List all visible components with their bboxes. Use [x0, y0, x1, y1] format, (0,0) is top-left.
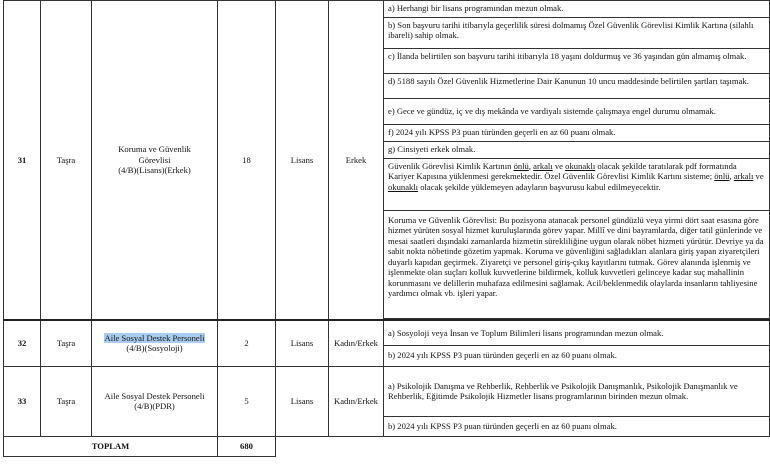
row-quota: 2 — [218, 320, 276, 366]
position-title-line: Aile Sosyal Destek Personeli — [104, 390, 205, 401]
note-underline: arkalı — [733, 171, 754, 182]
row-quota: 18 — [218, 1, 276, 321]
row-place: Taşra — [41, 1, 92, 321]
row-number: 32 — [4, 320, 41, 366]
note-text: ve — [552, 161, 566, 171]
row-number: 33 — [4, 366, 41, 436]
requirement-item: c) İlanda belirtilen son başvuru tarihi itibarıyla 18 yaşını doldurmuş ve 36 yaşından gün almamış olmak. — [384, 49, 770, 74]
note-underline: önlü — [714, 171, 730, 182]
requirement-item: a) Sosyoloji veya İnsan ve Toplum Bilimleri lisans programından mezun olmak. — [384, 320, 770, 345]
row-place: Taşra — [41, 320, 92, 366]
row-gender: Kadın/Erkek — [329, 366, 384, 436]
row-quota: 5 — [218, 366, 276, 436]
total-value: 680 — [218, 436, 276, 456]
requirement-item: f) 2024 yılı KPSS P3 puan türünden geçerli en az 60 puanı olmak. — [384, 125, 770, 142]
row-education: Lisans — [276, 366, 329, 436]
note-text: , — [528, 161, 534, 171]
position-title-line: (4/B)(Lisans)(Erkek) — [118, 165, 191, 176]
row-position-title — [92, 1, 218, 321]
position-title-line: (4/B)(PDR) — [134, 401, 175, 411]
requirement-item: b) Son başvuru tarihi itibarıyla geçerlilik süresi dolmamış Özel Güvenlik Görevlisi Kimlik Kartına (silahlı ibareli) sahip olmak. — [384, 18, 770, 49]
empty-cell — [276, 436, 329, 456]
row-education: Lisans — [276, 1, 329, 321]
requirement-item: d) 5188 sayılı Özel Güvenlik Hizmetlerine Dair Kanunun 10 uncu maddesinde belirtilen şartları taşımak. — [384, 74, 770, 99]
position-title-line: (4/B)(Sosyoloji) — [126, 343, 183, 354]
row-place: Taşra — [41, 366, 92, 436]
requirement-item: e) Gece ve gündüz, iç ve dış mekânda ve vardiyalı sistemde çalışmaya engel durumu olmamak. — [384, 99, 770, 125]
note-underline: okunaklı — [565, 161, 596, 171]
note-text: olacak şekilde taratılarak pdf formatında Kariyer Kapısına yüklenmesi gerekmektedir. Özel Güvenlik Görevlisi Kimlik Kartını sisteme; — [388, 161, 737, 182]
requirement-item: g) Cinsiyeti erkek olmak. — [384, 142, 770, 159]
row-gender: Erkek — [329, 1, 384, 321]
requirement-item: a) Psikolojik Danışma ve Rehberlik, Rehberlik ve Psikolojik Danışmanlık, Psikolojik Danışmanlık ve Rehberlik, Eğitimde Psikolojik Hizmetler lisans programlarının birinden mezun olmak. — [384, 366, 770, 416]
note-text: olacak şekilde yüklemeyen adayların başvurusu kabul edilmeyecektir. — [418, 181, 661, 192]
empty-cell — [384, 436, 770, 456]
requirement-item: b) 2024 yılı KPSS P3 puan türünden geçerli en az 60 puanı olmak. — [384, 416, 770, 436]
requirement-item: a) Herhangi bir lisans programından mezun olmak. — [384, 1, 770, 18]
note-underline: okunaklı — [388, 181, 419, 192]
note-underline: arkalı — [533, 161, 553, 171]
note-text: Güvenlik Görevlisi Kimlik Kartının — [388, 161, 514, 171]
row-number: 31 — [4, 1, 41, 321]
position-description: Koruma ve Güvenlik Görevlisi: Bu pozisyona atanacak personel gündüzlü veya yirmi dört saat esasına göre hizmet yürüten sosyal hizmet kuruluşlarında görev yapar. Millî ve dini bayramlarda, diğer tatil günlerinde ve mesai saatleri dışındaki zamanlarda hizmetin sürekliliğine uygun olarak nöbet hizmeti yürütür. Devriye ya da sabit nokta nöbetinde gözetim yapmak. Koruma ve güvenliğini sağladıkları alanlara giriş yapan ziyaretçileri duyarlı kapıdan geçirmek. Ziyaretçi ve personel giriş-çıkış kayıtlarını tutmak. Görev alanında işlenmiş ve işlenmekte olan suçları kolluk kuvvetlerine bildirmek, kolluk kuvvetleri gelinceye kadar suç mahallinin korunmasını ve delillerin muhafaza edilmesini sağlamak. Acil/beklenmedik olaylarda insanların tahliyesine yardımcı olmak vb. işleri yapar. — [384, 211, 770, 319]
position-title-line: Görevlisi — [138, 154, 171, 165]
row-gender: Kadın/Erkek — [329, 320, 384, 366]
empty-cell — [329, 436, 384, 456]
row-position-title — [92, 320, 218, 366]
highlighted-title: Aile Sosyal Destek Personeli — [104, 332, 205, 343]
id-card-note — [384, 159, 770, 211]
note-underline: önlü — [513, 161, 529, 171]
requirement-item: b) 2024 yılı KPSS P3 puan türünden geçerli en az 60 puanı olmak. — [384, 345, 770, 366]
note-text: , — [729, 171, 734, 182]
row-position-title — [92, 366, 218, 436]
row-education: Lisans — [276, 320, 329, 366]
positions-table — [3, 0, 770, 457]
total-label: TOPLAM — [4, 436, 218, 456]
position-title-line: Koruma ve Güvenlik — [118, 144, 191, 155]
note-text: ve — [753, 171, 764, 182]
